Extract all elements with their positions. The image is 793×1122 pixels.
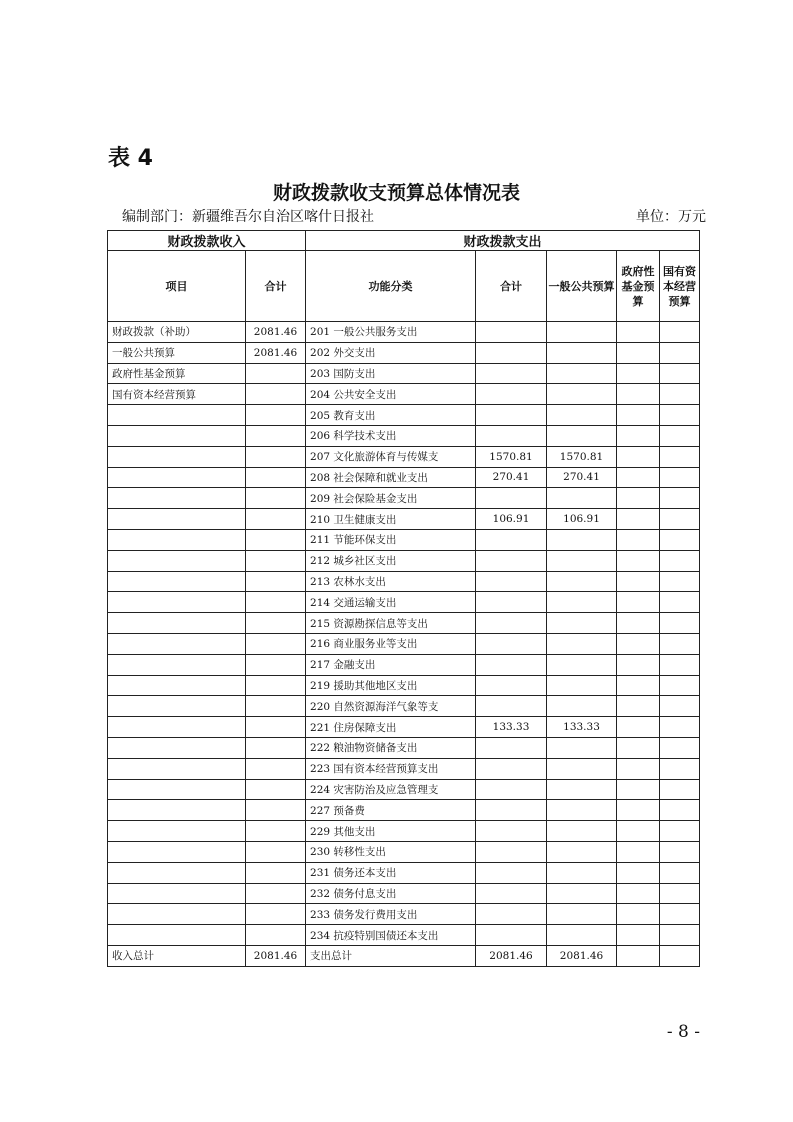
gov-fund-cell <box>617 696 660 717</box>
expense-total-cell: 133.33 <box>476 717 547 738</box>
gov-fund-cell <box>617 322 660 343</box>
gov-fund-cell <box>617 862 660 883</box>
income-item-cell <box>108 467 246 488</box>
header-column-row <box>108 251 700 322</box>
function-class-cell: 210 卫生健康支出 <box>306 509 476 530</box>
state-capital-cell <box>660 779 700 800</box>
gov-fund-cell <box>617 737 660 758</box>
expense-total-cell <box>476 342 547 363</box>
gov-fund-cell <box>617 363 660 384</box>
function-class-cell: 221 住房保障支出 <box>306 717 476 738</box>
gov-fund-cell <box>617 550 660 571</box>
expense-total-cell: 270.41 <box>476 467 547 488</box>
expense-total-cell <box>476 800 547 821</box>
income-total-cell <box>246 405 306 426</box>
function-class-cell: 206 科学技术支出 <box>306 425 476 446</box>
function-class-cell: 219 援助其他地区支出 <box>306 675 476 696</box>
general-budget-cell <box>547 925 617 946</box>
income-item-cell: 收入总计 <box>108 945 246 966</box>
general-budget-cell <box>547 384 617 405</box>
general-budget-cell <box>547 342 617 363</box>
state-capital-cell <box>660 446 700 467</box>
table-row <box>108 363 700 384</box>
expense-total-cell <box>476 529 547 550</box>
income-total-cell: 2081.46 <box>246 945 306 966</box>
expense-total-header: 合计 <box>476 251 547 322</box>
expense-total-cell: 1570.81 <box>476 446 547 467</box>
function-class-cell: 207 文化旅游体育与传媒支 <box>306 446 476 467</box>
state-capital-cell <box>660 405 700 426</box>
general-budget-cell: 270.41 <box>547 467 617 488</box>
expense-total-cell <box>476 779 547 800</box>
table-row <box>108 384 700 405</box>
state-capital-cell <box>660 322 700 343</box>
gov-fund-cell <box>617 945 660 966</box>
income-item-cell <box>108 925 246 946</box>
state-capital-cell <box>660 425 700 446</box>
income-item-cell <box>108 488 246 509</box>
state-capital-cell <box>660 758 700 779</box>
state-capital-cell <box>660 342 700 363</box>
gov-fund-cell <box>617 529 660 550</box>
general-budget-cell <box>547 488 617 509</box>
function-class-cell: 211 节能环保支出 <box>306 529 476 550</box>
income-total-cell <box>246 883 306 904</box>
income-item-cell <box>108 779 246 800</box>
table-row <box>108 779 700 800</box>
general-budget-cell <box>547 696 617 717</box>
table-row <box>108 737 700 758</box>
income-total-cell: 2081.46 <box>246 342 306 363</box>
expense-total-cell <box>476 363 547 384</box>
table-row <box>108 571 700 592</box>
table-row <box>108 529 700 550</box>
general-budget-cell <box>547 592 617 613</box>
expense-total-cell <box>476 633 547 654</box>
expense-total-cell <box>476 571 547 592</box>
document-title: 财政拨款收支预算总体情况表 <box>272 182 520 204</box>
general-budget-cell <box>547 322 617 343</box>
general-budget-cell <box>547 779 617 800</box>
gov-fund-cell <box>617 342 660 363</box>
function-class-cell: 202 外交支出 <box>306 342 476 363</box>
state-capital-cell <box>660 384 700 405</box>
gov-fund-cell <box>617 592 660 613</box>
state-capital-cell <box>660 488 700 509</box>
gov-fund-cell <box>617 446 660 467</box>
function-class-cell: 223 国有资本经营预算支出 <box>306 758 476 779</box>
income-total-cell <box>246 384 306 405</box>
income-item-cell <box>108 717 246 738</box>
income-total-cell <box>246 529 306 550</box>
function-class-cell: 205 教育支出 <box>306 405 476 426</box>
state-capital-cell <box>660 509 700 530</box>
general-budget-cell <box>547 550 617 571</box>
general-budget-cell: 1570.81 <box>547 446 617 467</box>
budget-table <box>107 230 700 967</box>
income-total-cell <box>246 425 306 446</box>
expense-total-cell: 106.91 <box>476 509 547 530</box>
income-item-cell <box>108 446 246 467</box>
general-budget-header: 一般公共预算 <box>547 251 617 322</box>
income-item-cell <box>108 550 246 571</box>
state-capital-cell <box>660 529 700 550</box>
table-row <box>108 925 700 946</box>
expense-total-cell <box>476 592 547 613</box>
gov-fund-cell <box>617 800 660 821</box>
gov-fund-cell <box>617 904 660 925</box>
expense-total-cell <box>476 696 547 717</box>
gov-fund-cell <box>617 717 660 738</box>
state-capital-cell <box>660 737 700 758</box>
expense-total-cell <box>476 904 547 925</box>
gov-fund-header: 政府性基金预算 <box>617 251 660 322</box>
table-row <box>108 696 700 717</box>
function-class-cell: 229 其他支出 <box>306 821 476 842</box>
income-total-cell <box>246 488 306 509</box>
expense-total-cell <box>476 862 547 883</box>
state-capital-cell <box>660 467 700 488</box>
function-class-cell: 230 转移性支出 <box>306 841 476 862</box>
expense-total-cell <box>476 613 547 634</box>
income-item-cell <box>108 675 246 696</box>
table-row <box>108 862 700 883</box>
income-total-cell <box>246 675 306 696</box>
expense-total-cell <box>476 550 547 571</box>
gov-fund-cell <box>617 613 660 634</box>
function-class-cell: 209 社会保险基金支出 <box>306 488 476 509</box>
income-total-cell <box>246 758 306 779</box>
state-capital-cell <box>660 945 700 966</box>
gov-fund-cell <box>617 425 660 446</box>
state-capital-cell <box>660 592 700 613</box>
function-class-cell: 204 公共安全支出 <box>306 384 476 405</box>
table-row <box>108 841 700 862</box>
general-budget-cell: 2081.46 <box>547 945 617 966</box>
table-row <box>108 425 700 446</box>
unit-label: 单位：万元 <box>636 209 706 225</box>
state-capital-cell <box>660 821 700 842</box>
income-item-cell <box>108 529 246 550</box>
income-item-cell: 财政拨款（补助） <box>108 322 246 343</box>
table-row <box>108 654 700 675</box>
table-row <box>108 758 700 779</box>
gov-fund-cell <box>617 488 660 509</box>
gov-fund-cell <box>617 925 660 946</box>
income-item-cell <box>108 613 246 634</box>
expense-total-cell <box>476 758 547 779</box>
function-class-cell: 214 交通运输支出 <box>306 592 476 613</box>
income-total-cell <box>246 509 306 530</box>
function-class-cell: 213 农林水支出 <box>306 571 476 592</box>
expense-total-cell <box>476 405 547 426</box>
state-capital-cell <box>660 363 700 384</box>
function-class-cell: 217 金融支出 <box>306 654 476 675</box>
state-capital-cell <box>660 862 700 883</box>
general-budget-cell: 106.91 <box>547 509 617 530</box>
income-item-cell <box>108 737 246 758</box>
income-item-cell: 一般公共预算 <box>108 342 246 363</box>
department-label: 编制部门：新疆维吾尔自治区喀什日报社 <box>122 209 374 225</box>
general-budget-cell <box>547 862 617 883</box>
state-capital-cell <box>660 717 700 738</box>
income-total-cell <box>246 550 306 571</box>
table-row <box>108 633 700 654</box>
table-row <box>108 717 700 738</box>
table-row <box>108 821 700 842</box>
income-item-cell <box>108 821 246 842</box>
gov-fund-cell <box>617 467 660 488</box>
income-item-cell <box>108 696 246 717</box>
table-row <box>108 904 700 925</box>
expense-group-header: 财政拨款支出 <box>306 231 700 251</box>
table-body <box>108 322 700 967</box>
expense-total-cell: 2081.46 <box>476 945 547 966</box>
general-budget-cell <box>547 883 617 904</box>
general-budget-cell <box>547 904 617 925</box>
income-item-cell <box>108 758 246 779</box>
general-budget-cell <box>547 633 617 654</box>
income-total-cell <box>246 800 306 821</box>
gov-fund-cell <box>617 883 660 904</box>
general-budget-cell <box>547 529 617 550</box>
state-capital-cell <box>660 550 700 571</box>
general-budget-cell <box>547 425 617 446</box>
function-class-cell: 201 一般公共服务支出 <box>306 322 476 343</box>
header-group-row <box>108 231 700 251</box>
income-item-cell <box>108 425 246 446</box>
expense-total-cell <box>476 883 547 904</box>
income-item-cell <box>108 841 246 862</box>
income-total-cell <box>246 696 306 717</box>
income-total-cell <box>246 363 306 384</box>
table-row <box>108 675 700 696</box>
income-total-cell <box>246 717 306 738</box>
table-row <box>108 509 700 530</box>
income-total-cell: 2081.46 <box>246 322 306 343</box>
table-row <box>108 550 700 571</box>
state-capital-cell <box>660 675 700 696</box>
state-capital-cell <box>660 633 700 654</box>
general-budget-cell <box>547 737 617 758</box>
table-row <box>108 613 700 634</box>
general-budget-cell <box>547 613 617 634</box>
state-capital-header: 国有资本经营预算 <box>660 251 700 322</box>
income-total-cell <box>246 633 306 654</box>
table-row <box>108 800 700 821</box>
income-item-cell: 国有资本经营预算 <box>108 384 246 405</box>
income-item-cell <box>108 633 246 654</box>
state-capital-cell <box>660 925 700 946</box>
state-capital-cell <box>660 841 700 862</box>
gov-fund-cell <box>617 841 660 862</box>
table-row <box>108 883 700 904</box>
state-capital-cell <box>660 904 700 925</box>
income-total-cell <box>246 862 306 883</box>
expense-total-cell <box>476 841 547 862</box>
income-item-cell <box>108 904 246 925</box>
gov-fund-cell <box>617 571 660 592</box>
state-capital-cell <box>660 883 700 904</box>
function-header: 功能分类 <box>306 251 476 322</box>
gov-fund-cell <box>617 821 660 842</box>
function-class-cell: 212 城乡社区支出 <box>306 550 476 571</box>
table-row <box>108 467 700 488</box>
income-item-cell: 政府性基金预算 <box>108 363 246 384</box>
gov-fund-cell <box>617 509 660 530</box>
income-total-cell <box>246 904 306 925</box>
gov-fund-cell <box>617 779 660 800</box>
general-budget-cell <box>547 405 617 426</box>
state-capital-cell <box>660 571 700 592</box>
table-row <box>108 446 700 467</box>
function-class-cell: 227 预备费 <box>306 800 476 821</box>
income-item-cell <box>108 405 246 426</box>
function-class-cell: 208 社会保障和就业支出 <box>306 467 476 488</box>
general-budget-cell <box>547 571 617 592</box>
page-number: - 8 - <box>666 1022 700 1042</box>
income-group-header: 财政拨款收入 <box>108 231 306 251</box>
income-total-cell <box>246 841 306 862</box>
gov-fund-cell <box>617 633 660 654</box>
function-class-cell: 234 抗疫特别国债还本支出 <box>306 925 476 946</box>
income-total-cell <box>246 446 306 467</box>
expense-total-cell <box>476 488 547 509</box>
gov-fund-cell <box>617 758 660 779</box>
expense-total-cell <box>476 675 547 696</box>
gov-fund-cell <box>617 675 660 696</box>
table-number: 表 4 <box>108 146 153 171</box>
general-budget-cell <box>547 675 617 696</box>
expense-total-cell <box>476 425 547 446</box>
function-class-cell: 支出总计 <box>306 945 476 966</box>
income-total-cell <box>246 925 306 946</box>
expense-total-cell <box>476 654 547 675</box>
expense-total-cell <box>476 322 547 343</box>
income-total-cell <box>246 737 306 758</box>
expense-total-cell <box>476 384 547 405</box>
income-total-header: 合计 <box>246 251 306 322</box>
general-budget-cell <box>547 800 617 821</box>
income-total-cell <box>246 592 306 613</box>
table-row <box>108 322 700 343</box>
gov-fund-cell <box>617 654 660 675</box>
income-total-cell <box>246 779 306 800</box>
gov-fund-cell <box>617 384 660 405</box>
table-row <box>108 342 700 363</box>
table-row <box>108 488 700 509</box>
income-item-cell <box>108 883 246 904</box>
income-item-cell <box>108 592 246 613</box>
income-total-cell <box>246 467 306 488</box>
table-row <box>108 592 700 613</box>
general-budget-cell <box>547 363 617 384</box>
income-total-cell <box>246 654 306 675</box>
function-class-cell: 220 自然资源海洋气象等支 <box>306 696 476 717</box>
income-total-cell <box>246 571 306 592</box>
general-budget-cell: 133.33 <box>547 717 617 738</box>
expense-total-cell <box>476 925 547 946</box>
expense-total-cell <box>476 737 547 758</box>
function-class-cell: 216 商业服务业等支出 <box>306 633 476 654</box>
table-row <box>108 945 700 966</box>
expense-total-cell <box>476 821 547 842</box>
state-capital-cell <box>660 696 700 717</box>
function-class-cell: 222 粮油物资储备支出 <box>306 737 476 758</box>
function-class-cell: 232 债务付息支出 <box>306 883 476 904</box>
income-item-cell <box>108 862 246 883</box>
income-item-cell <box>108 571 246 592</box>
general-budget-cell <box>547 841 617 862</box>
gov-fund-cell <box>617 405 660 426</box>
function-class-cell: 224 灾害防治及应急管理支 <box>306 779 476 800</box>
state-capital-cell <box>660 613 700 634</box>
function-class-cell: 215 资源勘探信息等支出 <box>306 613 476 634</box>
general-budget-cell <box>547 654 617 675</box>
table-row <box>108 405 700 426</box>
general-budget-cell <box>547 821 617 842</box>
function-class-cell: 233 债务发行费用支出 <box>306 904 476 925</box>
item-header: 项目 <box>108 251 246 322</box>
income-total-cell <box>246 821 306 842</box>
income-item-cell <box>108 509 246 530</box>
state-capital-cell <box>660 800 700 821</box>
income-total-cell <box>246 613 306 634</box>
state-capital-cell <box>660 654 700 675</box>
income-item-cell <box>108 654 246 675</box>
function-class-cell: 203 国防支出 <box>306 363 476 384</box>
function-class-cell: 231 债务还本支出 <box>306 862 476 883</box>
general-budget-cell <box>547 758 617 779</box>
income-item-cell <box>108 800 246 821</box>
